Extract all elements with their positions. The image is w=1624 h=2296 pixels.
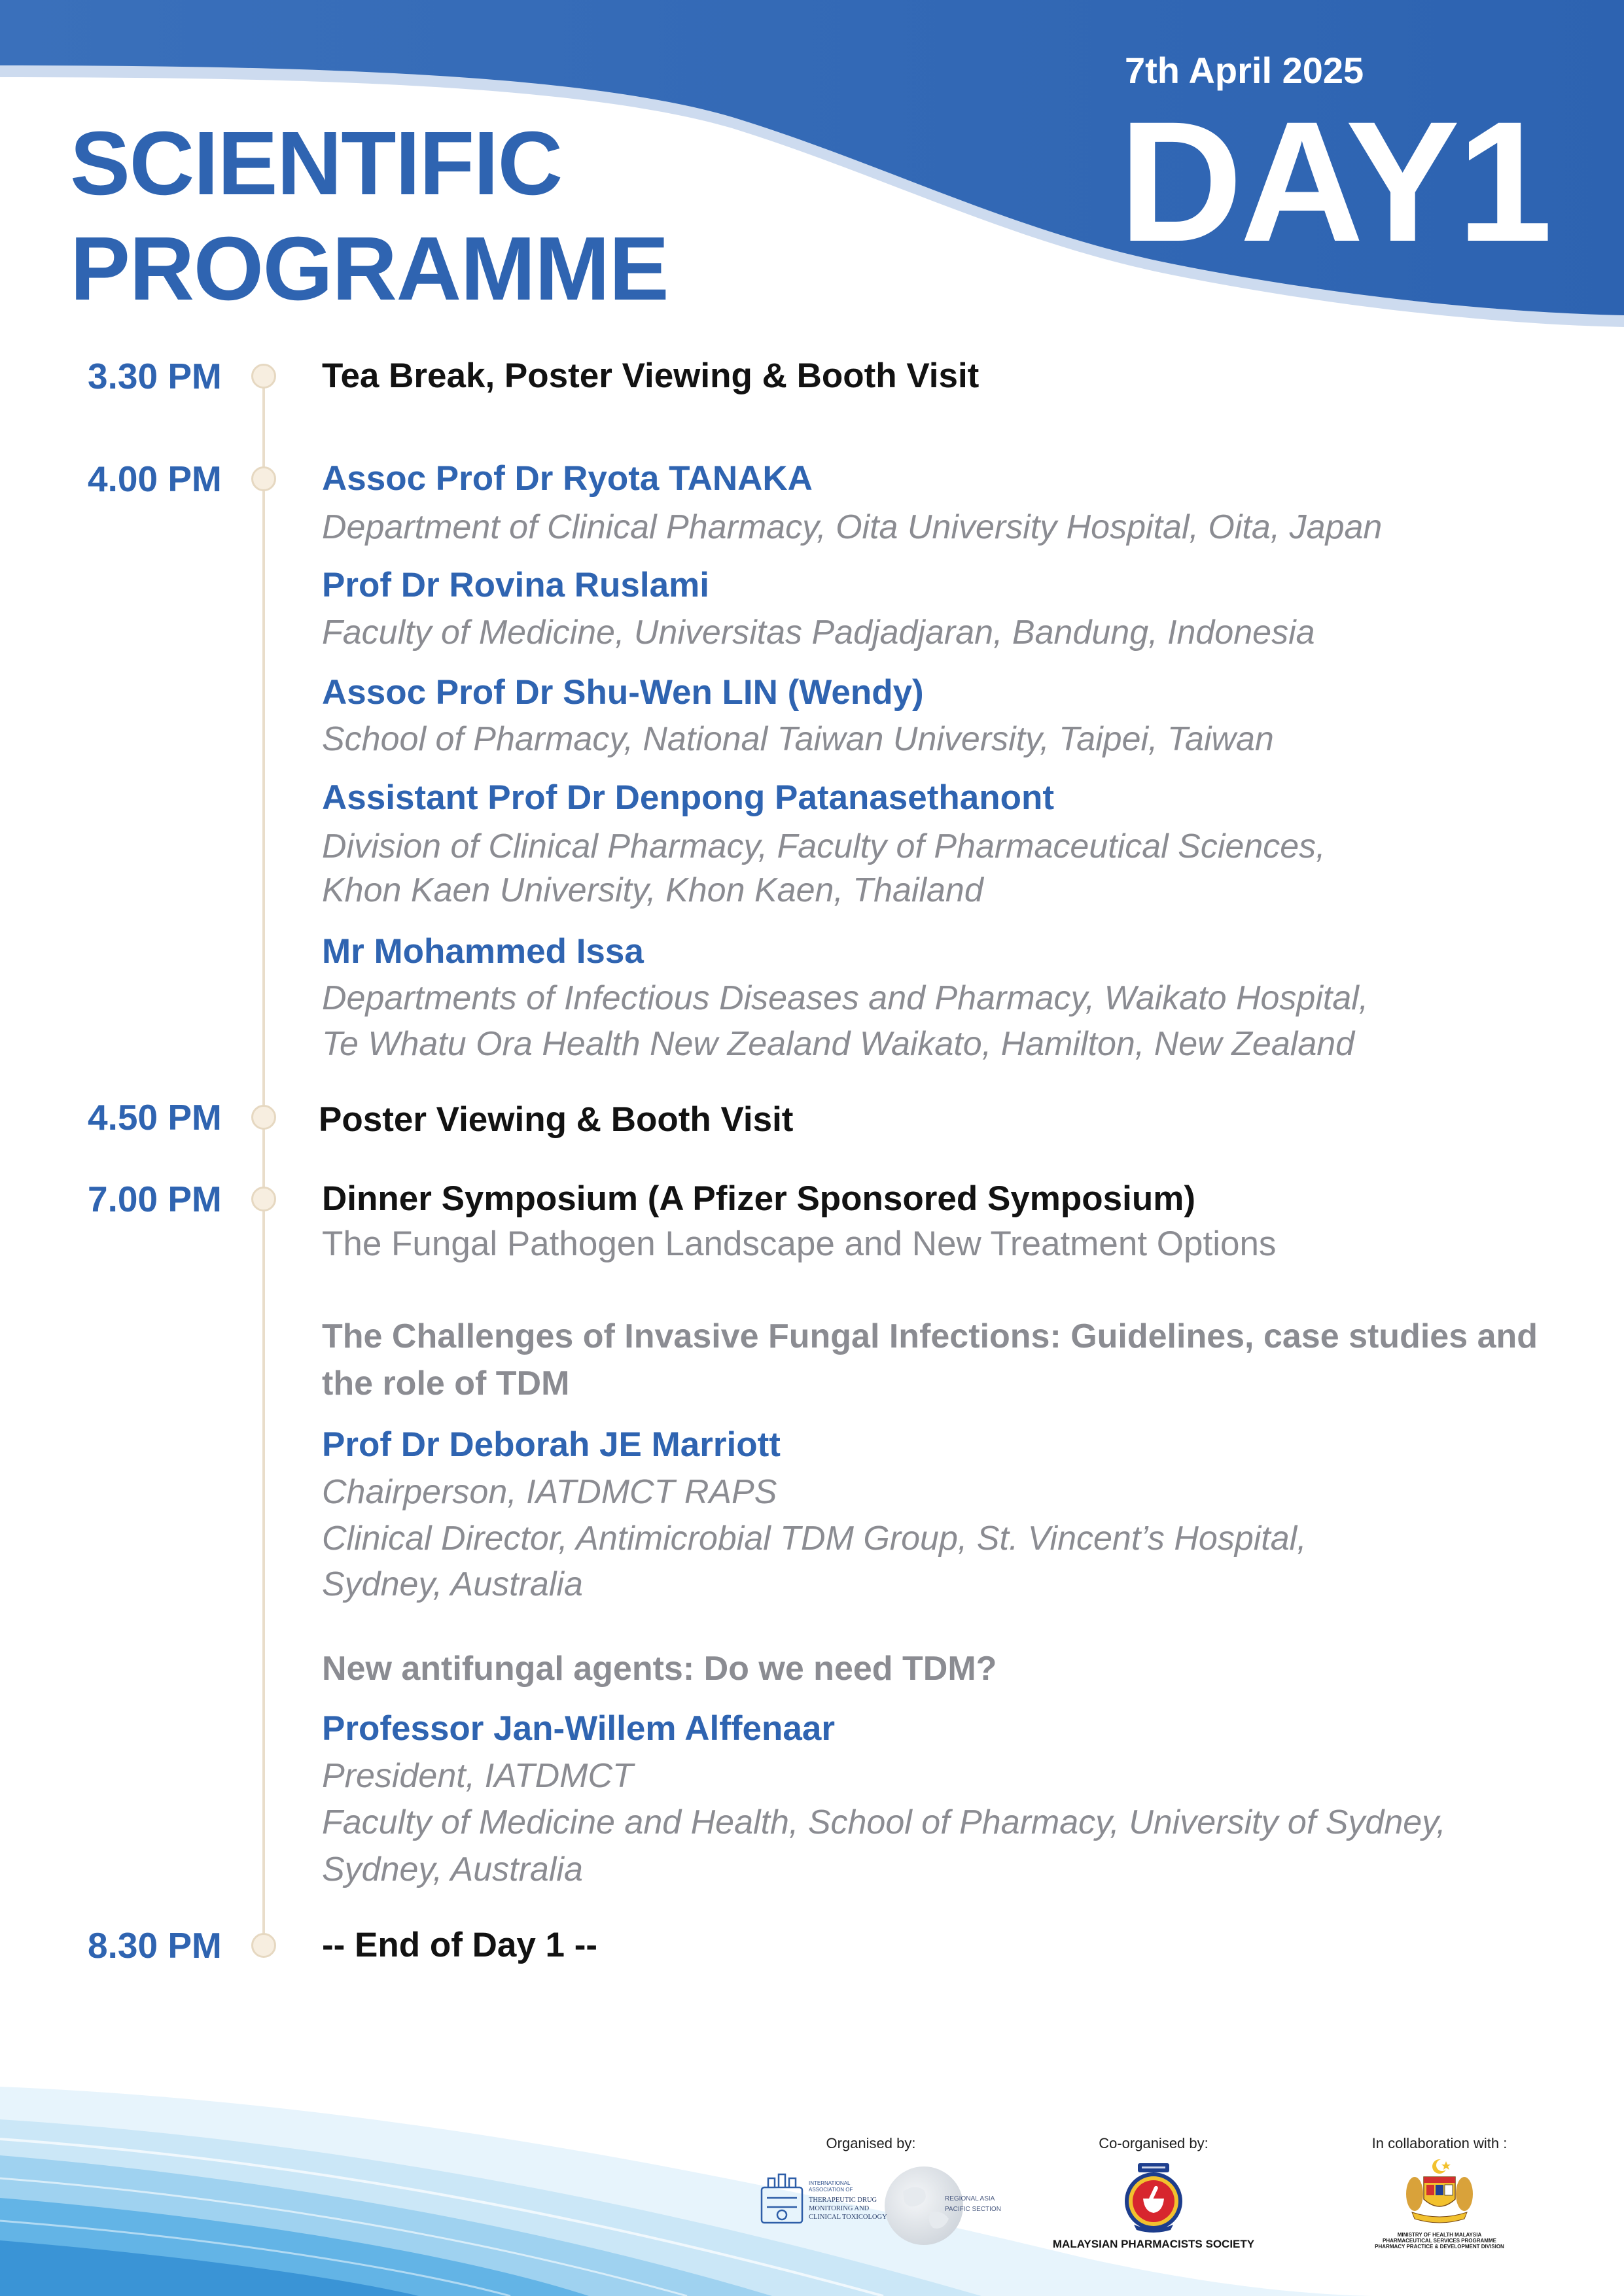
- talk-topic: New antifungal agents: Do we need TDM?: [322, 1650, 997, 1688]
- day-label: DAY1: [1119, 86, 1550, 277]
- time-label: 3.30 PM: [88, 356, 222, 396]
- speaker-name: Assoc Prof Dr Ryota TANAKA: [322, 459, 813, 498]
- organised-by-label: Organised by:: [826, 2135, 916, 2151]
- speaker-role: Faculty of Medicine and Health, School of Pharmacy, University of Sydney,: [322, 1803, 1446, 1841]
- timeline-dot: [251, 1933, 276, 1958]
- speaker-affiliation: Te Whatu Ora Health New Zealand Waikato, Hamilton, New Zealand: [322, 1025, 1355, 1063]
- timeline-dot: [251, 1105, 276, 1130]
- moh-text: PHARMACY PRACTICE & DEVELOPMENT DIVISION: [1375, 2244, 1504, 2250]
- time-label: 4.00 PM: [88, 459, 222, 499]
- logo-text: CLINICAL TOXICOLOGY: [809, 2214, 887, 2221]
- time-label: 7.00 PM: [88, 1179, 222, 1219]
- speaker-affiliation: Department of Clinical Pharmacy, Oita University Hospital, Oita, Japan: [322, 508, 1383, 546]
- timeline-dot: [251, 466, 276, 491]
- moh-text: MINISTRY OF HEALTH MALAYSIA: [1397, 2232, 1482, 2238]
- speaker-name: Professor Jan-Willem Alffenaar: [322, 1709, 835, 1748]
- speaker-role: Sydney, Australia: [322, 1565, 583, 1603]
- event-subtitle: The Fungal Pathogen Landscape and New Treatment Options: [322, 1225, 1277, 1263]
- speaker-name: Mr Mohammed Issa: [322, 932, 644, 971]
- page-title-line1: SCIENTIFIC: [70, 113, 562, 214]
- logo-text: ASSOCIATION OF: [809, 2187, 853, 2193]
- timeline-dot: [251, 1187, 276, 1211]
- speaker-affiliation: Departments of Infectious Diseases and Pharmacy, Waikato Hospital,: [322, 979, 1369, 1017]
- speaker-affiliation: Khon Kaen University, Khon Kaen, Thailand: [322, 871, 983, 909]
- timeline-dot: [251, 364, 276, 389]
- speaker-role: Chairperson, IATDMCT RAPS: [322, 1473, 777, 1511]
- talk-topic: the role of TDM: [322, 1365, 570, 1402]
- event-date: 7th April 2025: [1125, 50, 1364, 91]
- time-label: 8.30 PM: [88, 1925, 222, 1966]
- logo-text: REGIONAL ASIA: [945, 2195, 995, 2202]
- event-title: Tea Break, Poster Viewing & Booth Visit: [322, 357, 980, 395]
- iatdmct-logo: [752, 2159, 1027, 2250]
- speaker-affiliation: School of Pharmacy, National Taiwan University, Taipei, Taiwan: [322, 720, 1274, 758]
- mps-name: MALAYSIAN PHARMACISTS SOCIETY: [1052, 2238, 1255, 2250]
- logo-text: INTERNATIONAL: [809, 2180, 851, 2186]
- moh-text: PHARMACEUTICAL SERVICES PROGRAMME: [1383, 2238, 1496, 2244]
- time-label: 4.50 PM: [88, 1097, 222, 1138]
- speaker-role: President, IATDMCT: [322, 1757, 633, 1795]
- iatdmct-emblem-icon: [762, 2174, 802, 2223]
- speaker-role: Sydney, Australia: [322, 1851, 583, 1888]
- collaboration-label: In collaboration with :: [1371, 2135, 1508, 2151]
- event-title: Dinner Symposium (A Pfizer Sponsored Symposium): [322, 1179, 1196, 1218]
- speaker-affiliation: Faculty of Medicine, Universitas Padjadjaran, Bandung, Indonesia: [322, 614, 1315, 652]
- timeline-line: [262, 376, 265, 1945]
- speaker-name: Prof Dr Deborah JE Marriott: [322, 1425, 781, 1464]
- mps-logo: [1121, 2162, 1186, 2234]
- talk-topic: The Challenges of Invasive Fungal Infections: Guidelines, case studies and: [322, 1317, 1538, 1355]
- logo-text: MONITORING AND: [809, 2205, 870, 2212]
- coorganised-by-label: Co-organised by:: [1099, 2135, 1209, 2151]
- speaker-name: Assistant Prof Dr Denpong Patanasethanont: [322, 778, 1055, 817]
- moh-crest-logo: [1400, 2157, 1479, 2231]
- logo-text: THERAPEUTIC DRUG: [809, 2197, 877, 2204]
- event-title: -- End of Day 1 --: [322, 1926, 598, 1964]
- speaker-name: Prof Dr Rovina Ruslami: [322, 566, 709, 604]
- event-title: Poster Viewing & Booth Visit: [319, 1100, 794, 1139]
- page-title-line2: PROGRAMME: [70, 218, 669, 319]
- speaker-affiliation: Division of Clinical Pharmacy, Faculty of Pharmaceutical Sciences,: [322, 827, 1326, 865]
- speaker-name: Assoc Prof Dr Shu-Wen LIN (Wendy): [322, 673, 924, 712]
- logo-text: PACIFIC SECTION: [945, 2206, 1001, 2213]
- speaker-role: Clinical Director, Antimicrobial TDM Group, St. Vincent’s Hospital,: [322, 1520, 1307, 1557]
